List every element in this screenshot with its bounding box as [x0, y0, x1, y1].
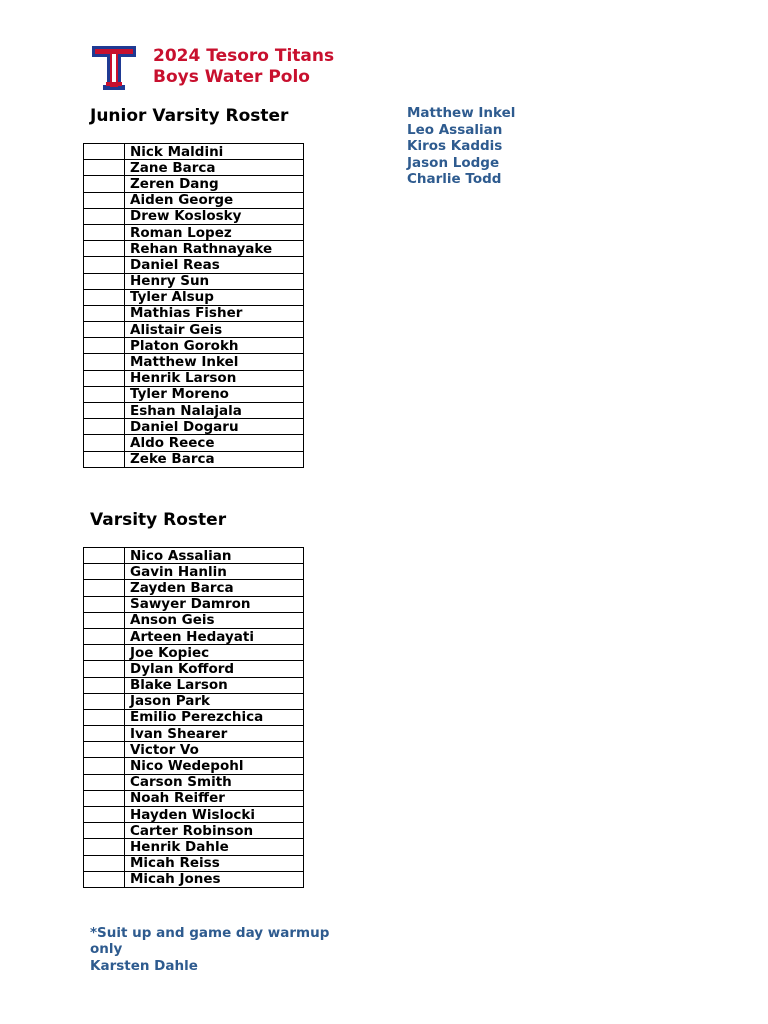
- varsity-roster-table: [83, 547, 304, 888]
- table-row: [84, 742, 304, 758]
- footnote-text: *Suit up and game day warmup only: [90, 925, 330, 958]
- number-cell: [84, 354, 125, 370]
- player-name-cell: Micah Jones: [125, 871, 304, 887]
- table-row: [84, 241, 304, 257]
- number-cell: [84, 289, 125, 305]
- table-row: [84, 677, 304, 693]
- number-cell: [84, 176, 125, 192]
- player-name-cell: Zeren Dang: [125, 176, 304, 192]
- player-name-cell: Tyler Moreno: [125, 386, 304, 402]
- number-cell: [84, 628, 125, 644]
- number-cell: [84, 596, 125, 612]
- number-cell: [84, 386, 125, 402]
- player-name-cell: Roman Lopez: [125, 224, 304, 240]
- player-name-cell: Matthew Inkel: [125, 354, 304, 370]
- player-name-cell: Nick Maldini: [125, 144, 304, 160]
- table-row: [84, 628, 304, 644]
- table-row: [84, 322, 304, 338]
- player-name-cell: Carson Smith: [125, 774, 304, 790]
- table-row: [84, 208, 304, 224]
- table-row: [84, 305, 304, 321]
- table-row: [84, 370, 304, 386]
- additional-players-list: [407, 105, 515, 188]
- number-cell: [84, 564, 125, 580]
- number-cell: [84, 338, 125, 354]
- player-name-cell: Anson Geis: [125, 612, 304, 628]
- table-row: [84, 257, 304, 273]
- footnote-name: Karsten Dahle: [90, 957, 198, 974]
- player-name-cell: Gavin Hanlin: [125, 564, 304, 580]
- number-cell: [84, 273, 125, 289]
- side-list-item: Charlie Todd: [407, 171, 502, 188]
- table-row: [84, 176, 304, 192]
- number-cell: [84, 742, 125, 758]
- title-line-2: Boys Water Polo: [153, 67, 310, 87]
- table-row: [84, 709, 304, 725]
- table-row: [84, 419, 304, 435]
- number-cell: [84, 419, 125, 435]
- table-row: [84, 612, 304, 628]
- number-cell: [84, 322, 125, 338]
- player-name-cell: Zayden Barca: [125, 580, 304, 596]
- side-list-item: Leo Assalian: [407, 121, 503, 138]
- number-cell: [84, 774, 125, 790]
- player-name-cell: Jason Park: [125, 693, 304, 709]
- number-cell: [84, 451, 125, 467]
- player-name-cell: Nico Assalian: [125, 548, 304, 564]
- player-name-cell: Mathias Fisher: [125, 305, 304, 321]
- table-row: [84, 596, 304, 612]
- player-name-cell: Daniel Dogaru: [125, 419, 304, 435]
- number-cell: [84, 758, 125, 774]
- table-row: [84, 435, 304, 451]
- varsity-heading: Varsity Roster: [90, 510, 227, 530]
- side-list-item: Jason Lodge: [407, 154, 500, 171]
- player-name-cell: Micah Reiss: [125, 855, 304, 871]
- table-row: [84, 580, 304, 596]
- table-row: [84, 758, 304, 774]
- player-name-cell: Nico Wedepohl: [125, 758, 304, 774]
- table-row: [84, 403, 304, 419]
- number-cell: [84, 144, 125, 160]
- number-cell: [84, 855, 125, 871]
- number-cell: [84, 612, 125, 628]
- table-row: [84, 564, 304, 580]
- table-row: [84, 144, 304, 160]
- player-name-cell: Arteen Hedayati: [125, 628, 304, 644]
- table-row: [84, 855, 304, 871]
- number-cell: [84, 241, 125, 257]
- number-cell: [84, 871, 125, 887]
- number-cell: [84, 257, 125, 273]
- table-row: [84, 693, 304, 709]
- player-name-cell: Alistair Geis: [125, 322, 304, 338]
- number-cell: [84, 370, 125, 386]
- number-cell: [84, 790, 125, 806]
- table-row: [84, 823, 304, 839]
- table-row: [84, 807, 304, 823]
- player-name-cell: Hayden Wislocki: [125, 807, 304, 823]
- number-cell: [84, 435, 125, 451]
- table-row: [84, 160, 304, 176]
- number-cell: [84, 661, 125, 677]
- player-name-cell: Carter Robinson: [125, 823, 304, 839]
- player-name-cell: Henrik Larson: [125, 370, 304, 386]
- table-row: [84, 224, 304, 240]
- table-row: [84, 354, 304, 370]
- number-cell: [84, 693, 125, 709]
- footnote: [90, 925, 350, 974]
- player-name-cell: Joe Kopiec: [125, 645, 304, 661]
- player-name-cell: Aldo Reece: [125, 435, 304, 451]
- tesoro-t-logo-icon: [90, 44, 138, 92]
- table-row: [84, 192, 304, 208]
- number-cell: [84, 403, 125, 419]
- player-name-cell: Zeke Barca: [125, 451, 304, 467]
- table-row: [84, 451, 304, 467]
- player-name-cell: Dylan Kofford: [125, 661, 304, 677]
- side-list-item: Matthew Inkel: [407, 105, 516, 121]
- table-row: [84, 774, 304, 790]
- table-row: [84, 661, 304, 677]
- table-row: [84, 871, 304, 887]
- junior-varsity-heading: Junior Varsity Roster: [90, 106, 289, 126]
- table-row: [84, 338, 304, 354]
- player-name-cell: Emilio Perezchica: [125, 709, 304, 725]
- junior-varsity-roster-body: [84, 144, 304, 468]
- table-row: [84, 273, 304, 289]
- table-row: [84, 386, 304, 402]
- number-cell: [84, 726, 125, 742]
- table-row: [84, 790, 304, 806]
- table-row: [84, 726, 304, 742]
- player-name-cell: Drew Koslosky: [125, 208, 304, 224]
- player-name-cell: Henrik Dahle: [125, 839, 304, 855]
- number-cell: [84, 823, 125, 839]
- player-name-cell: Noah Reiffer: [125, 790, 304, 806]
- varsity-roster-body: [84, 548, 304, 888]
- player-name-cell: Ivan Shearer: [125, 726, 304, 742]
- number-cell: [84, 192, 125, 208]
- player-name-cell: Victor Vo: [125, 742, 304, 758]
- number-cell: [84, 709, 125, 725]
- table-row: [84, 839, 304, 855]
- number-cell: [84, 807, 125, 823]
- table-row: [84, 289, 304, 305]
- number-cell: [84, 160, 125, 176]
- player-name-cell: Eshan Nalajala: [125, 403, 304, 419]
- player-name-cell: Henry Sun: [125, 273, 304, 289]
- player-name-cell: Zane Barca: [125, 160, 304, 176]
- number-cell: [84, 224, 125, 240]
- title-line-1: 2024 Tesoro Titans: [153, 46, 335, 66]
- player-name-cell: Rehan Rathnayake: [125, 241, 304, 257]
- number-cell: [84, 208, 125, 224]
- junior-varsity-roster-table: [83, 143, 304, 468]
- number-cell: [84, 839, 125, 855]
- number-cell: [84, 645, 125, 661]
- side-list-item: Kiros Kaddis: [407, 138, 503, 155]
- player-name-cell: Platon Gorokh: [125, 338, 304, 354]
- number-cell: [84, 677, 125, 693]
- number-cell: [84, 548, 125, 564]
- player-name-cell: Tyler Alsup: [125, 289, 304, 305]
- table-row: [84, 548, 304, 564]
- player-name-cell: Daniel Reas: [125, 257, 304, 273]
- table-row: [84, 645, 304, 661]
- player-name-cell: Aiden George: [125, 192, 304, 208]
- player-name-cell: Blake Larson: [125, 677, 304, 693]
- page-title: [153, 46, 334, 88]
- player-name-cell: Sawyer Damron: [125, 596, 304, 612]
- number-cell: [84, 305, 125, 321]
- number-cell: [84, 580, 125, 596]
